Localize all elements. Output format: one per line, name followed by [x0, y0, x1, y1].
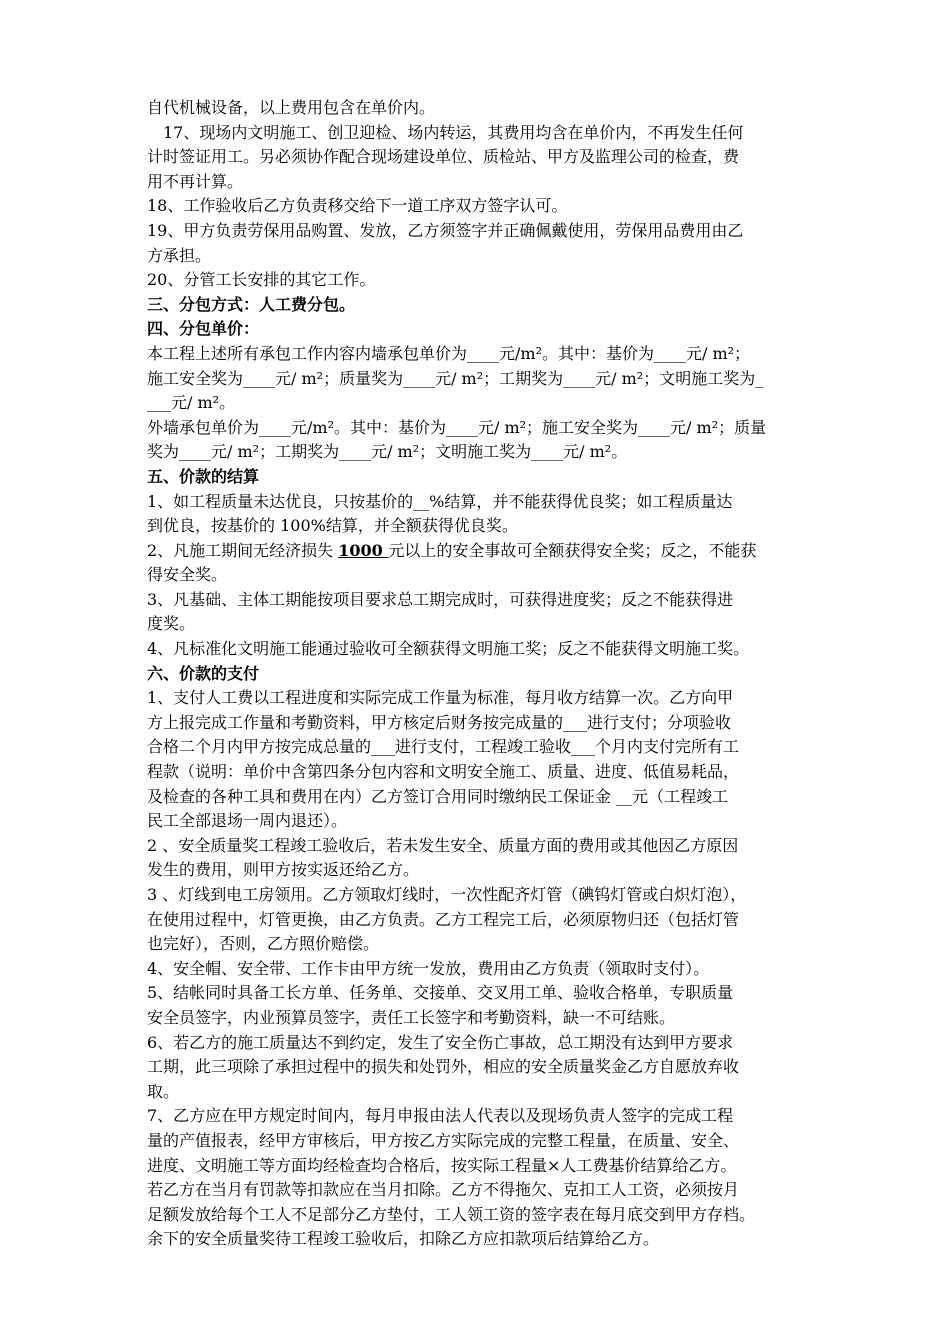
text-line: 20、分管工长安排的其它工作。	[147, 270, 376, 290]
text-segment: 2、凡施工期间无经济损失	[147, 540, 339, 560]
text-line: 若乙方在当月有罚款等扣款应在当月扣除。乙方不得拖欠、克扣工人工资，必须按月	[147, 1180, 740, 1200]
text-line: 合格二个月内甲方按完成总量的___进行支付，工程竣工验收___个月内支付完所有工	[147, 737, 740, 757]
text-line: 3、凡基础、主体工期能按项目要求总工期完成时，可获得进度奖；反之不能获得进	[147, 589, 734, 609]
text-line: 1、支付人工费以工程进度和实际完成工作量为标准，每月收方结算一次。乙方向甲	[147, 688, 734, 708]
text-line: 本工程上述所有承包工作内容内墙承包单价为____元/m²。其中：基价为____元/ m²；	[147, 343, 751, 363]
text-line	[147, 539, 863, 564]
text-line: ___元/ m²。	[147, 393, 236, 413]
text-line: 余下的安全质量奖待工程竣工验收后，扣除乙方应扣款项后结算给乙方。	[147, 1229, 660, 1249]
text-line: 得安全奖。	[147, 565, 228, 585]
text-line: 在使用过程中，灯管更换，由乙方负责。乙方工程完工后，必须原物归还（包括灯管	[147, 909, 740, 929]
document-body	[147, 96, 863, 1252]
text-segment: 元以上的安全事故可全额获得安全奖；反之，不能获	[388, 540, 757, 560]
text-line: 19、甲方负责劳保用品购置、发放，乙方须签字并正确佩戴使用，劳保用品费用由乙	[147, 220, 744, 240]
text-line: 到优良，按基价的 100%结算，并全额获得优良奖。	[147, 516, 518, 536]
section-heading: 五、价款的结算	[147, 466, 260, 486]
text-line: 民工全部退场一周内退还）。	[147, 811, 348, 831]
text-line: 取。	[147, 1081, 180, 1101]
text-line: 奖为____元/ m²；工期奖为____元/ m²；文明施工奖为____元/ m²。	[147, 442, 628, 462]
section-heading: 三、分包方式：人工费分包。	[147, 294, 356, 314]
text-line: 6、若乙方的施工质量达不到约定，发生了安全伤亡事故，总工期没有达到甲方要求	[147, 1032, 734, 1052]
text-line: 方承担。	[147, 245, 212, 265]
text-line: 用不再计算。	[147, 171, 244, 191]
text-line: 外墙承包单价为____元/m²。其中：基价为____元/ m²；施工安全奖为____元/ m²；质量	[147, 417, 767, 437]
text-line: 度奖。	[147, 614, 196, 634]
text-line: 计时签证用工。另必须协作配合现场建设单位、质检站、甲方及监理公司的检查，费	[147, 147, 740, 167]
text-line: 也完好），否则，乙方照价赔偿。	[147, 934, 380, 954]
text-line: 7、乙方应在甲方规定时间内，每月申报由法人代表以及现场负责人签字的完成工程	[147, 1106, 734, 1126]
text-line: 程款（说明：单价中含第四条分包内容和文明安全施工、质量、进度、低值易耗品，	[147, 762, 740, 782]
text-line: 2 、安全质量奖工程竣工验收后，若未发生安全、质量方面的费用或其他因乙方原因	[147, 835, 739, 855]
text-line: 进度、文明施工等方面均经检查均合格后，按实际工程量×人工费基价结算给乙方。	[147, 1155, 737, 1175]
text-line: 18、工作验收后乙方负责移交给下一道工序双方签字认可。	[147, 196, 568, 216]
text-line: 4、安全帽、安全带、工作卡由甲方统一发放，费用由乙方负责（领取时支付）。	[147, 958, 710, 978]
text-line: 方上报完成工作量和考勤资料，甲方核定后财务按完成量的___进行支付；分项验收	[147, 712, 732, 732]
text-line: 发生的费用，则甲方按实返还给乙方。	[147, 860, 420, 880]
text-line: 17、现场内文明施工、创卫迎检、场内转运，其费用均含在单价内，不再发生任何	[147, 122, 744, 142]
text-line: 安全员签字，内业预算员签字，责任工长签字和考勤资料，缺一不可结账。	[147, 1007, 676, 1027]
text-line: 量的产值报表，经甲方审核后，甲方按乙方实际完成的完整工程量，在质量、安全、	[147, 1130, 740, 1150]
text-line: 5、结帐同时具备工长方单、任务单、交接单、交叉用工单、验收合格单，专职质量	[147, 983, 734, 1003]
text-line: 1、如工程质量未达优良，只按基价的__%结算，并不能获得优良奖；如工程质量达	[147, 491, 733, 511]
section-heading: 四、分包单价：	[147, 319, 260, 339]
text-line: 自代机械设备，以上费用包含在单价内。	[147, 98, 436, 117]
loss-threshold-value: 1000	[338, 540, 389, 560]
text-line: 及检查的各种工具和费用在内）乙方签订合用同时缴纳民工保证金 __元（工程竣工	[147, 786, 729, 806]
text-line: 足额发放给每个工人不足部分乙方垫付，工人领工资的签字表在每月底交到甲方存档。	[147, 1204, 756, 1224]
text-line: 4、凡标准化文明施工能通过验收可全额获得文明施工奖；反之不能获得文明施工奖。	[147, 639, 750, 659]
section-heading: 六、价款的支付	[147, 663, 260, 683]
text-line: 工期，此三项除了承担过程中的损失和处罚外，相应的安全质量奖金乙方自愿放弃收	[147, 1057, 740, 1077]
text-line: 施工安全奖为____元/ m²；质量奖为____元/ m²；工期奖为____元/ m²；文明施工奖为_	[147, 368, 764, 388]
text-line: 3 、灯线到电工房领用。乙方领取灯线时，一次性配齐灯管（碘钨灯管或白炽灯泡），	[147, 885, 747, 904]
